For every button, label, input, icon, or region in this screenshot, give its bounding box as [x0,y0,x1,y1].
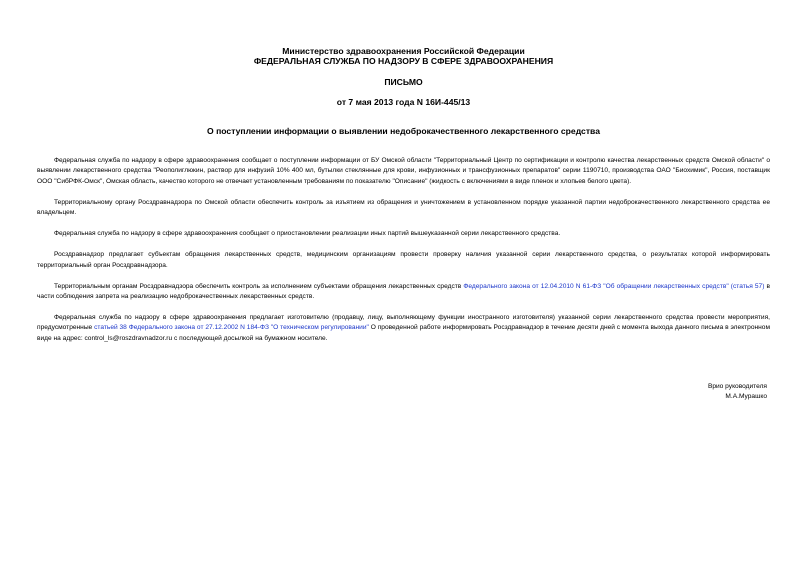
document-title: О поступлении информации о выявлении недоброкачественного лекарственного средства [207,126,600,136]
paragraph-5-text-after: в части соблюдения запрета на реализацию недоброкачественных лекарственных средств. [37,282,770,301]
law-61fz-link[interactable]: Федерального закона от 12.04.2010 N 61-ФЗ "Об обращении лекарственных средств" [463,282,729,290]
paragraph-3: Федеральная служба по надзору в сфере здравоохранения сообщает о приостановлении реализации иных партий вышеуказанной серии лекарственного средства. [54,230,561,238]
paragraph-6-text-after: О проведенной работе информировать Росздравнадзор в течение десяти дней с момента выхода данного письма в электронном виде на адрес: control_ls@roszdravnadzor.ru с последующей досылкой на бумажном носителе. [37,324,770,342]
paragraph-2: Территориальному органу Росздравнадзора по Омской области обеспечить контроль за изъятием из обращения и уничтожением в установленном порядке указанной партии недоброкачественного лекарственного средства ее владельцем. [37,198,770,217]
document-body [37,156,770,355]
document-header [0,46,807,66]
document-date-number: от 7 мая 2013 года N 16И-445/13 [336,97,471,107]
paragraph-5-text-before: Территориальным органам Росздравнадзора обеспечить контроль за исполнением субъектами обращения лекарственных средств [54,282,464,290]
law-184fz-article-38-link[interactable]: статьей 38 Федерального закона от 27.12.2002 N 184-ФЗ "О техническом регулировании" [94,324,369,332]
paragraph-4: Росздравнадзор предлагает субъектам обращения лекарственных средств, медицинским организациям провести проверку наличия указанной серии лекарственного средства, о результатах которой информировать территориальный орган Росздравнадзора. [37,251,770,269]
service-name: ФЕДЕРАЛЬНАЯ СЛУЖБА ПО НАДЗОРУ В СФЕРЕ ЗДРАВООХРАНЕНИЯ [253,56,554,66]
document-type: ПИСЬМО [384,77,423,87]
paragraph-6-text-before: Федеральная служба по надзору в сфере здравоохранения предлагает изготовителю (продавцу, лицу, выполняющему функции иностранного изготовителя) указанной серии лекарственного средства провести мероприятия, предусмотренные [37,314,770,332]
signatory-name: М.А.Мурашко [725,393,767,401]
signature-block [708,382,767,403]
signatory-position: Врио руководителя [707,383,767,390]
article-57-link[interactable]: (статья 57) [730,282,765,290]
ministry-name: Министерство здравоохранения Российской Федерации [282,46,525,56]
paragraph-1: Федеральная служба по надзору в сфере здравоохранения сообщает о поступлении информации от БУ Омской области "Территориальный Центр по сертификации и контролю качества лекарственных средств Омской области" о выявлении лекарственного средства "Реополиглюкин, раствор для инфузий 10% 400 мл, бутылки стеклянные для крови, инфузионных и трансфузионных препаратов" серии 1190710, производства ОАО "Биохимик", Россия, поставщик ООО "СибРФК-Омск", Омская область, качество которого не отвечает установленным требованиям по показателю "Описание" (жидкость с включениями в виде пленок и хлопьев белого цвета). [37,157,770,185]
paragraph-6 [37,313,770,344]
paragraph-5 [37,282,770,303]
